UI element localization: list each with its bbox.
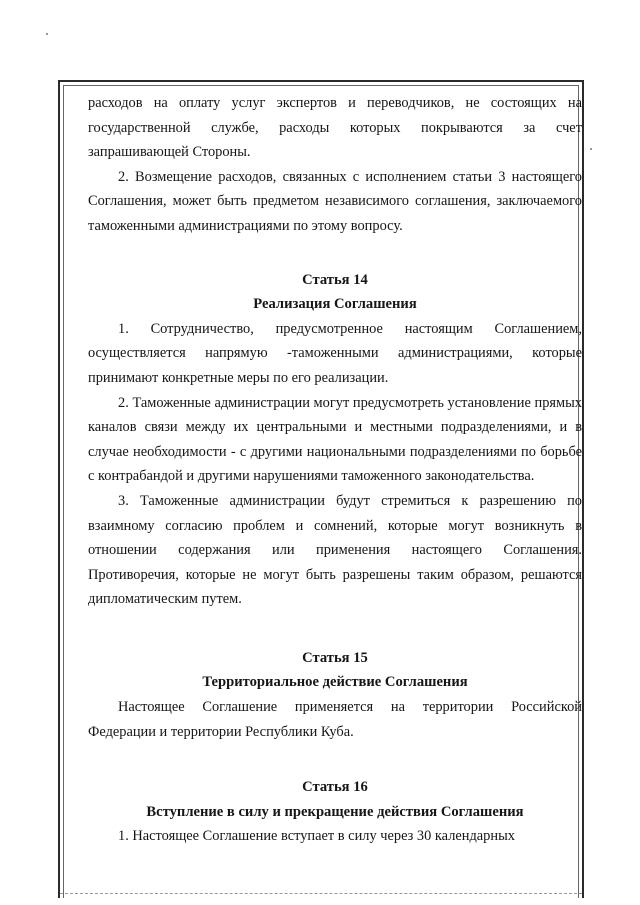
article-paragraph: 3. Таможенные администрации будут стремиться к разрешению по взаимному согласию проблем и сомнений, которые могут возникнуть в отношении содержания или применения настоящего Соглашения. Противоречия, которые не могут быть разрешены таким образом, решаются дипломатическим путем. — [88, 492, 582, 608]
intro-paragraph-2: 2. Возмещение расходов, связанных с исполнением статьи 3 настоящего Соглашения, может быть предметом независимого соглашения, заключаемого таможенными администрациями по этому вопросу. — [88, 168, 582, 234]
article-number: Статья 15 — [302, 649, 368, 666]
article-number: Статья 14 — [302, 271, 368, 288]
article-title: Территориальное действие Соглашения — [202, 674, 468, 691]
intro-paragraph-continued: расходов на оплату услуг экспертов и переводчиков, не состоящих на государственной службе, расходы которых покрываются за счет запрашивающей Стороны. — [88, 95, 582, 161]
spacer — [88, 239, 582, 268]
document-body — [88, 91, 582, 849]
article-number: Статья 16 — [302, 779, 368, 796]
article-16 — [88, 775, 582, 849]
article-paragraph: 2. Таможенные администрации могут предусмотреть установление прямых каналов связи между их центральными и местными подразделениями, и в случае необходимости - с другими национальными подразделениями по борьбе с контрабандой и другими нарушениями таможенного законодательства. — [88, 394, 582, 485]
scan-speck — [46, 33, 48, 35]
scan-speck — [590, 148, 592, 150]
article-15 — [88, 646, 582, 744]
article-14 — [88, 268, 582, 612]
article-title: Вступление в силу и прекращение действия Соглашения — [146, 803, 524, 820]
spacer — [88, 744, 582, 775]
article-paragraph: 1. Сотрудничество, предусмотренное настоящим Соглашением, осуществляется напрямую -таможенными администрациями, которые принимают конкретные меры по его реализации. — [88, 320, 582, 386]
article-paragraph: Настоящее Соглашение применяется на территории Российской Федерации и территории Республики Куба. — [88, 699, 582, 740]
article-paragraph: 1. Настоящее Соглашение вступает в силу через 30 календарных — [118, 828, 515, 845]
document-frame — [58, 80, 584, 898]
spacer — [88, 612, 582, 646]
article-title: Реализация Соглашения — [253, 296, 417, 313]
